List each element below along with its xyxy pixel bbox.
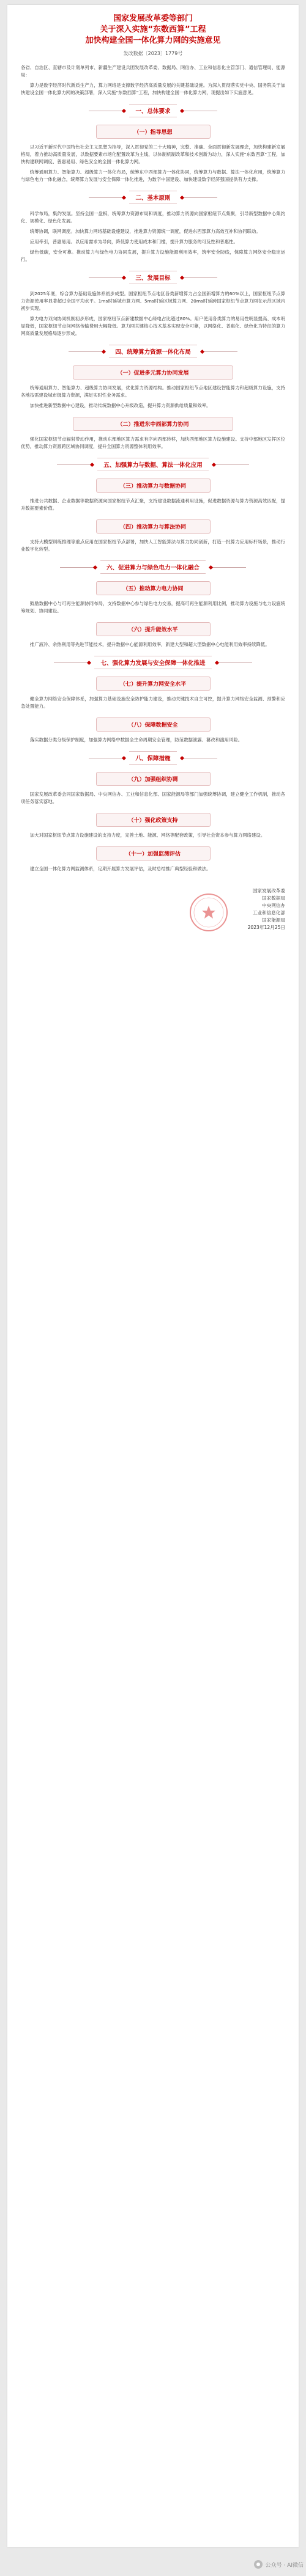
section-title: 四、统筹算力资源一体化布局 — [109, 345, 197, 358]
issue-date: 2023年12月25日 — [247, 925, 285, 930]
body-paragraph: 到2025年底，综合算力基础设施体系初步成型。国家枢纽节点地区各类新增算力占全国新增算力的60%以上，国家枢纽节点算力资源使用率显著超过全国平均水平。1ms时延城市算力网、5ms时延区域算力网、20ms时延跨国家枢纽节点算力网在示范区域内初步实现。 — [21, 291, 285, 311]
section-divider-left-icon — [89, 197, 124, 198]
signer-2: 国家数据局 — [262, 895, 285, 901]
sections-container — [21, 104, 285, 873]
section-title: 二、基本原则 — [129, 191, 176, 204]
subsection-heading: （九）加强组织协调 — [96, 772, 211, 786]
section-divider-left-icon — [69, 351, 104, 352]
body-paragraph: 鼓励数据中心与可再生能源协同布局，支持数据中心参与绿色电力交易，提高可再生能源利用比例，推动算力设施与电力设施统筹规划、协同建设。 — [21, 601, 285, 614]
section-header — [21, 458, 285, 471]
body-paragraph: 推广液冷、余热利用等先进节能技术，提升数据中心能源利用效率，新建大型和超大型数据中心电能利用效率持续降低。 — [29, 642, 270, 647]
body-paragraph: 统筹通用算力、智能算力、超级算力协同发展，优化算力资源结构。推动国家枢纽节点地区建设智能算力和超级算力设施，支持各地按需建设城市级算力资源，满足实时性业务需求。 — [21, 385, 285, 398]
subsection-heading: （七）提升算力网安全水平 — [96, 677, 211, 691]
document-content — [7, 5, 299, 931]
subsection-heading: （二）推进东中西部算力协同 — [73, 417, 233, 431]
section-title: 五、加强算力与数据、算法一体化应用 — [97, 458, 209, 471]
body-paragraph: 统筹协调，联网调度。加快算力网络基础设施建设，推进算力资源统一调度，促进东西部算力高效互补和协同联动。 — [29, 229, 261, 234]
document-title-line-1: 国家发展改革委等部门 — [113, 14, 193, 23]
addressees: 各省、自治区、直辖市及计划单列市、新疆生产建设兵团发展改革委、数据局、网信办、工业和信息化主管部门、通信管理局、能源局： — [21, 65, 285, 78]
signer-4: 工业和信息化部 — [252, 910, 285, 916]
section-title: 八、保障措施 — [129, 751, 176, 765]
subsection-heading: （一）指导思想 — [96, 125, 211, 139]
section-divider-left-icon — [89, 277, 124, 278]
section-title: 三、发展目标 — [129, 271, 176, 284]
subsection-heading: （十）强化政策支持 — [96, 813, 211, 827]
section-divider-right-icon — [182, 277, 217, 278]
body-paragraph: 绿色低碳，安全可靠。推动算力与绿色电力协同发展，提升算力设施能源利用效率，筑牢安全防线，保障算力网络安全稳定运行。 — [21, 249, 285, 262]
section-divider-left-icon — [54, 662, 89, 663]
official-seal-icon — [187, 891, 230, 934]
document-number: 发改数据〔2023〕1779号 — [123, 51, 183, 56]
section-header — [21, 656, 285, 669]
body-paragraph: 以习近平新时代中国特色社会主义思想为指导，深入贯彻党的二十大精神，完整、准确、全面贯彻新发展理念，加快构建新发展格局，着力推动高质量发展，以数据要素市场化配置改革为主线，以体制机制改革和技术创新为动力，深入实施“东数西算”工程，加快构建联网调度、普惠易用、绿色安全的全国一体化算力网。 — [21, 144, 285, 164]
subsection-heading: （一）促进多元算力协同发展 — [73, 365, 233, 380]
section-header — [21, 560, 285, 574]
subsection-heading: （五）推动算力电力协同 — [96, 581, 211, 595]
section-divider-left-icon — [60, 567, 95, 568]
subsection-heading: （八）保障数据安全 — [96, 717, 211, 732]
watermark — [254, 2560, 304, 2569]
subsection-heading: （六）提升能效水平 — [96, 622, 211, 636]
document-title-line-2: 关于深入实施“东数西算”工程 — [100, 25, 206, 34]
section-divider-right-icon — [182, 197, 217, 198]
section-header — [21, 271, 285, 284]
watermark-text: 公众号 · AI微信 — [265, 2562, 304, 2569]
subsection-heading: （四）推动算力与算法协同 — [96, 519, 211, 534]
section-divider-right-icon — [202, 351, 237, 352]
subsection-heading: （三）推动算力与数据协同 — [96, 479, 211, 493]
section-title: 六、促进算力与绿色电力一体化融合 — [100, 560, 206, 574]
section-header — [21, 104, 285, 117]
body-paragraph: 推进公共数据、企业数据等数据资源向国家枢纽节点汇聚，支持建设数据流通利用设施，促进数据资源与算力资源高效匹配，提升数据要素价值。 — [21, 498, 285, 511]
section-divider-right-icon — [217, 662, 252, 663]
section-title: 七、强化算力发展与安全保障一体化推进 — [94, 656, 211, 669]
body-paragraph: 健全算力网络安全保障体系，加强算力基础设施安全防护能力建设，推动关键技术自主可控，提升算力网络安全监测、预警和应急处置能力。 — [21, 696, 285, 709]
section-divider-left-icon — [57, 464, 92, 465]
body-paragraph: 国家发展改革委会同国家数据局、中央网信办、工业和信息化部、国家能源局等部门加强统筹协调，建立健全工作机制，推动各项任务落实落地。 — [21, 791, 285, 804]
body-paragraph: 建立全国一体化算力网监测体系，定期开展算力发展评估，及时总结推广典型经验和做法。 — [29, 866, 211, 872]
body-paragraph: 落实数据分类分级保护制度，加强算力网络中数据全生命周期安全管理，防范数据泄露、篡改和滥用风险。 — [29, 737, 243, 743]
body-paragraph: 强化国家枢纽节点辐射带动作用，推动东部地区算力需求有序向西部转移，加快西部地区算力设施建设。支持中部地区发挥区位优势，推动算力资源跨区域协同调度，提升全国算力资源整体利用效率。 — [21, 436, 285, 449]
section-divider-right-icon — [211, 567, 246, 568]
section-header — [21, 345, 285, 358]
body-paragraph: 加快推进新型数据中心建设，推动传统数据中心升级改造，提升算力资源供给质量和效率。 — [29, 403, 211, 408]
body-paragraph: 应用牵引，普惠易用。以应用需求为导向，降低算力使用成本和门槛，提升算力服务的可及性和普惠性。 — [29, 239, 238, 244]
signer-1: 国家发展改革委 — [252, 888, 285, 894]
closing-block — [193, 887, 285, 931]
document-title-line-3: 加快构建全国一体化算力网的实施意见 — [85, 36, 221, 45]
section-header — [21, 191, 285, 204]
wechat-account-icon — [254, 2560, 263, 2569]
body-paragraph: 支持大模型训练推理等重点应用在国家枢纽节点部署，加快人工智能算法与算力协同创新，打造一批算力应用标杆场景，推动行业数字化转型。 — [21, 539, 285, 552]
body-paragraph: 科学布局，集约发展。坚持全国一盘棋，统筹算力资源布局和调度，推动算力资源向国家枢纽节点集聚，引导新型数据中心集约化、规模化、绿色化发展。 — [21, 211, 285, 224]
document-header — [21, 13, 285, 57]
body-paragraph: 统筹通用算力、智能算力、超级算力一体化布局，统筹东中西部算力一体化协同，统筹算力与数据、算法一体化应用，统筹算力与绿色电力一体化融合，统筹算力发展与安全保障一体化推进，为数字中国建设、加快建设数字经济强国提供有力支撑。 — [21, 169, 285, 182]
section-header — [21, 751, 285, 765]
signer-3: 中央网信办 — [262, 903, 285, 908]
section-divider-right-icon — [214, 464, 249, 465]
intro-paragraph: 算力是数字经济时代新质生产力，算力网络是支撑数字经济高质量发展的关键基础设施。为深入贯彻落实党中央、国务院关于加快建设全国一体化算力网的决策部署，深入实施“东数西算”工程，加快构建全国一体化算力网，现提出如下实施意见。 — [21, 83, 285, 95]
subsection-heading: （十一）加强监测评估 — [96, 846, 211, 861]
document-page — [7, 5, 299, 2547]
section-title: 一、总体要求 — [129, 104, 176, 117]
body-paragraph: 算力电力双向协同机制初步形成，国家枢纽节点新建数据中心绿电占比超过80%。用户使用各类算力的易用性明显提高、成本明显降低，国家枢纽节点间网络传输费用大幅降低。算力网关键核心技术基本实现安全可靠，以网络化、普惠化、绿色化为特征的算力网高质量发展格局逐步形成。 — [21, 316, 285, 336]
signer-5: 国家能源局 — [262, 917, 285, 923]
body-paragraph: 加大对国家枢纽节点算力设施建设的支持力度，完善土地、能源、网络等配套政策，引导社会资本参与算力网络建设。 — [29, 832, 266, 838]
